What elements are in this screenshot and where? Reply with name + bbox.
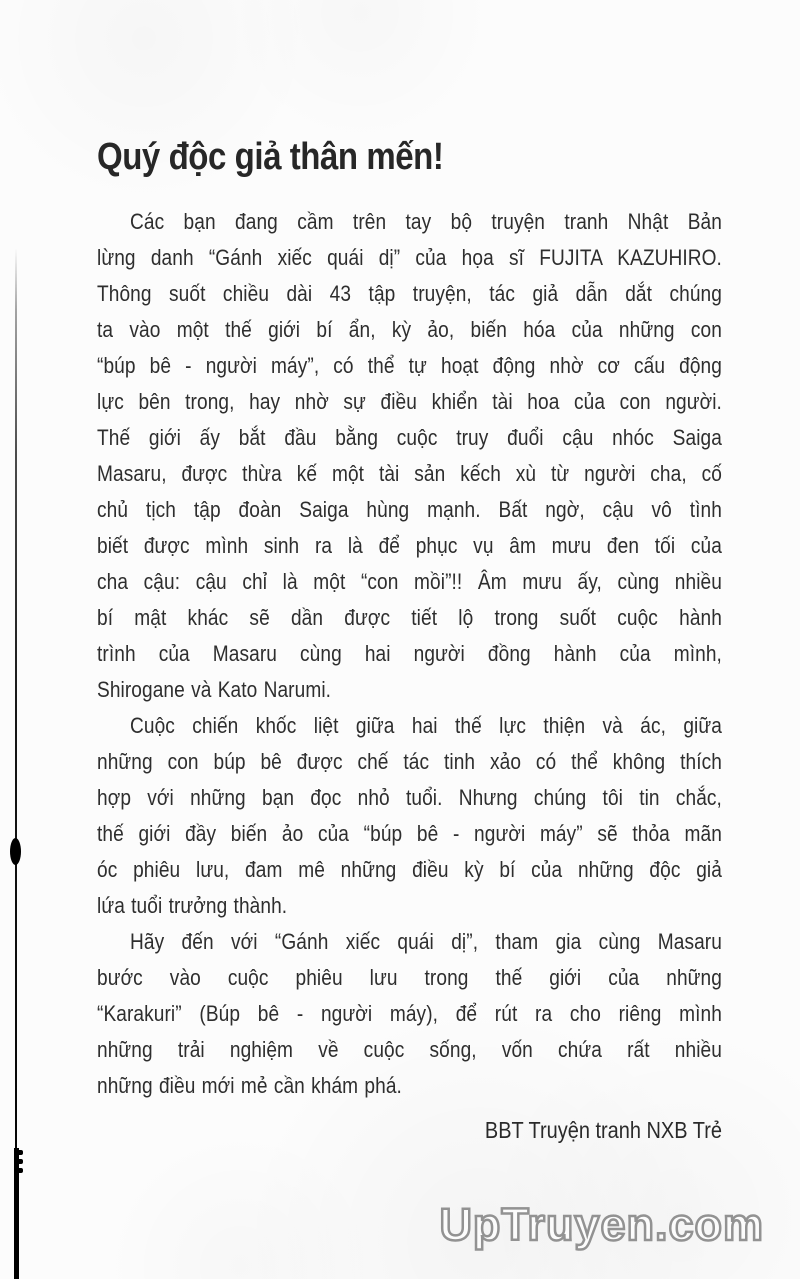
text-line: hợp với những bạn đọc nhỏ tuổi. Nhưng chúng tôi tin chắc, xyxy=(97,785,722,810)
spine-ink-blob xyxy=(10,838,21,865)
paragraph xyxy=(97,204,722,708)
page-title: Quý độc giả thân mến! xyxy=(97,136,444,178)
text-line: lứa tuổi trưởng thành. xyxy=(97,893,288,918)
spine-scan-line xyxy=(15,248,17,1279)
watermark-text: UpTruyen.com xyxy=(439,1199,764,1250)
text-line: Masaru, được thừa kế một tài sản kếch xù từ người cha, cố xyxy=(97,461,722,486)
spine-tick-mark xyxy=(15,1150,23,1155)
spine-tick-mark xyxy=(15,1159,23,1164)
letter-body xyxy=(97,204,722,1104)
text-line: Hãy đến với “Gánh xiếc quái dị”, tham gia cùng Masaru xyxy=(129,929,722,954)
text-line: lực bên trong, hay nhờ sự điều khiển tài hoa của con người. xyxy=(97,389,722,414)
text-line: bước vào cuộc phiêu lưu trong thế giới của những xyxy=(97,965,722,990)
letter-content xyxy=(97,134,722,1148)
text-line: Các bạn đang cầm trên tay bộ truyện tranh Nhật Bản xyxy=(129,209,722,234)
text-line: Cuộc chiến khốc liệt giữa hai thế lực thiện và ác, giữa xyxy=(129,713,722,738)
text-line: trình của Masaru cùng hai người đồng hành của mình, xyxy=(97,641,722,666)
text-line: Thế giới ấy bắt đầu bằng cuộc truy đuổi cậu nhóc Saiga xyxy=(97,425,722,450)
text-line: chủ tịch tập đoàn Saiga hùng mạnh. Bất ngờ, cậu vô tình xyxy=(97,497,722,522)
spine-tick-mark xyxy=(15,1168,23,1173)
text-line: thế giới đầy biến ảo của “búp bê - người máy” sẽ thỏa mãn xyxy=(97,821,722,846)
text-line: ta vào một thế giới bí ẩn, kỳ ảo, biến hóa của những con xyxy=(97,317,722,342)
text-line: “búp bê - người máy”, có thể tự hoạt động nhờ cơ cấu động xyxy=(97,353,722,378)
text-line: những con búp bê được chế tác tinh xảo có thể không thích xyxy=(97,749,722,774)
text-line: óc phiêu lưu, đam mê những điều kỳ bí của những độc giả xyxy=(97,857,722,882)
text-line: Thông suốt chiều dài 43 tập truyện, tác giả dẫn dắt chúng xyxy=(97,281,722,306)
paragraph xyxy=(97,924,722,1104)
paragraph xyxy=(97,708,722,924)
text-line: lừng danh “Gánh xiếc quái dị” của họa sĩ FUJITA KAZUHIRO. xyxy=(97,245,722,270)
text-line: những điều mới mẻ cần khám phá. xyxy=(97,1073,402,1098)
text-line: biết được mình sinh ra là để phục vụ âm mưu đen tối của xyxy=(97,533,722,558)
text-line: Shirogane và Kato Narumi. xyxy=(97,677,332,702)
text-line: bí mật khác sẽ dần được tiết lộ trong suốt cuộc hành xyxy=(97,605,722,630)
text-line: những trải nghiệm về cuộc sống, vốn chứa rất nhiều xyxy=(97,1037,722,1062)
signature: BBT Truyện tranh NXB Trẻ xyxy=(484,1117,722,1143)
text-line: cha cậu: cậu chỉ là một “con mồi”!! Âm mưu ấy, cùng nhiều xyxy=(97,569,722,594)
text-line: “Karakuri” (Búp bê - người máy), để rút ra cho riêng mình xyxy=(97,1001,722,1026)
